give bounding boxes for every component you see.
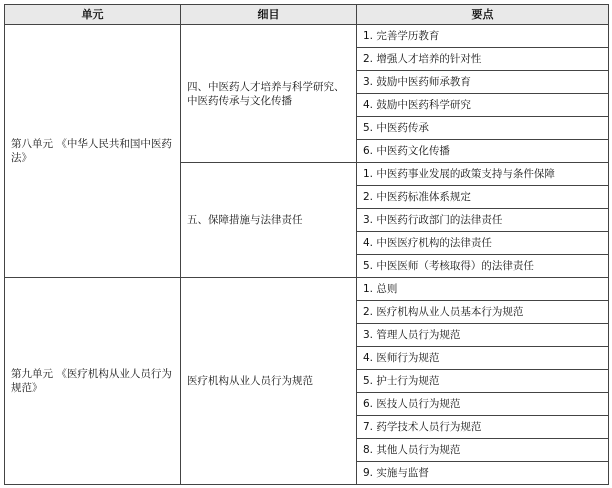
point-cell: 6. 医技人员行为规范: [357, 393, 609, 416]
point-cell: 7. 药学技术人员行为规范: [357, 416, 609, 439]
table-row: [5, 278, 609, 301]
point-cell: 1. 中医药事业发展的政策支持与条件保障: [357, 163, 609, 186]
detail-cell: 医疗机构从业人员行为规范: [181, 278, 357, 485]
point-cell: 4. 医师行为规范: [357, 347, 609, 370]
point-cell: 3. 鼓励中医药师承教育: [357, 71, 609, 94]
point-cell: 2. 中医药标准体系规定: [357, 186, 609, 209]
detail-cell: 四、中医药人才培养与科学研究、中医药传承与文化传播: [181, 25, 357, 163]
point-cell: 2. 医疗机构从业人员基本行为规范: [357, 301, 609, 324]
point-cell: 3. 管理人员行为规范: [357, 324, 609, 347]
header-points: 要点: [357, 5, 609, 25]
exam-outline-table: [4, 4, 609, 485]
point-cell: 9. 实施与监督: [357, 462, 609, 485]
point-cell: 3. 中医药行政部门的法律责任: [357, 209, 609, 232]
point-cell: 1. 总则: [357, 278, 609, 301]
point-cell: 6. 中医药文化传播: [357, 140, 609, 163]
header-detail: 细目: [181, 5, 357, 25]
point-cell: 2. 增强人才培养的针对性: [357, 48, 609, 71]
header-row: [5, 5, 609, 25]
detail-cell: 五、保障措施与法律责任: [181, 163, 357, 278]
unit-cell: 第九单元 《医疗机构从业人员行为规范》: [5, 278, 181, 485]
point-cell: 5. 护士行为规范: [357, 370, 609, 393]
header-unit: 单元: [5, 5, 181, 25]
table-row: [5, 25, 609, 48]
point-cell: 5. 中医医师（考核取得）的法律责任: [357, 255, 609, 278]
point-cell: 5. 中医药传承: [357, 117, 609, 140]
point-cell: 8. 其他人员行为规范: [357, 439, 609, 462]
point-cell: 1. 完善学历教育: [357, 25, 609, 48]
point-cell: 4. 中医医疗机构的法律责任: [357, 232, 609, 255]
point-cell: 4. 鼓励中医药科学研究: [357, 94, 609, 117]
unit-cell: 第八单元 《中华人民共和国中医药法》: [5, 25, 181, 278]
